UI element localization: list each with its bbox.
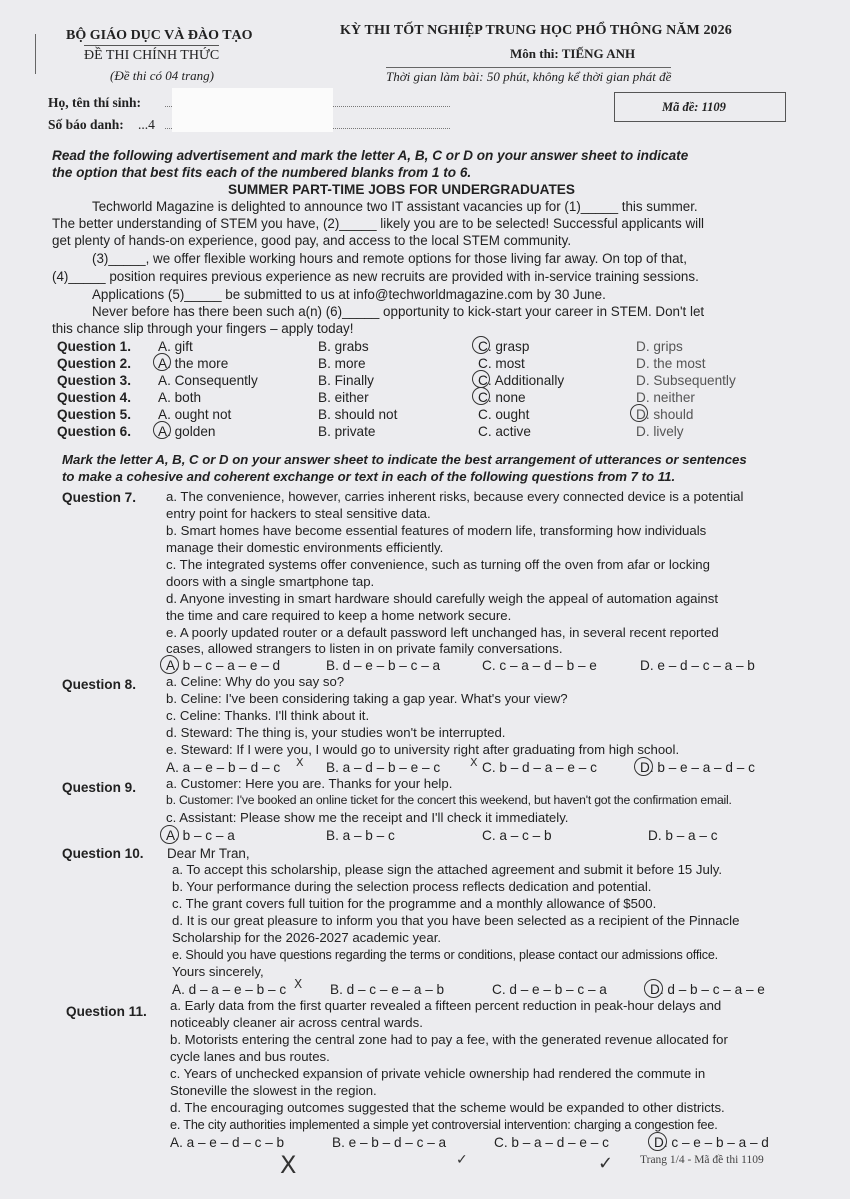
part1-instruction: Read the following advertisement and mark the letter A, B, C or D on your answer sheet to indicate (52, 148, 689, 163)
question-label: Question 11. (66, 1004, 147, 1019)
candidate-id-label: Số báo danh: (48, 117, 124, 132)
tick-mark: ✓ (598, 1153, 614, 1174)
option-c: C. d – e – b – c – a (492, 982, 607, 997)
pages-note: (Đề thi có 04 trang) (110, 68, 214, 83)
option-b: B. e – b – d – c – a (332, 1135, 447, 1150)
option-c: C. most (478, 356, 525, 371)
question-label: Question 5. (57, 407, 132, 422)
option-d: D. c – e – b – a – d (654, 1135, 769, 1150)
cross-mark: X (294, 977, 303, 991)
answer-circle (472, 387, 490, 405)
question-line: b. Customer: I've booked an online ticket for the concert this weekend, but haven't got the confirmation email. (166, 793, 732, 807)
question-line: d. The encouraging outcomes suggested that the scheme would be expanded to other districts. (170, 1100, 725, 1115)
question-line: e. The city authorities implemented a simple yet controversial intervention: charging a congestion fee. (170, 1118, 718, 1132)
answer-circle (160, 655, 179, 674)
cross-mark: X (296, 756, 304, 769)
passage-line: (4)_____ position requires previous experience as new recruits are provided with in-service training sessions. (52, 269, 699, 284)
answer-circle (153, 421, 171, 439)
question-line: c. Assistant: Please show me the receipt and I'll check it immediately. (166, 810, 569, 825)
answer-circle (472, 370, 490, 388)
question-line: Scholarship for the 2026-2027 academic year. (172, 930, 442, 945)
option-c: C. none (478, 390, 526, 405)
cross-mark: X (470, 756, 478, 769)
answer-circle (634, 757, 653, 776)
margin-line (35, 34, 36, 74)
option-a: A. both (158, 390, 202, 405)
option-b: B. should not (318, 407, 398, 422)
option-b: B. grabs (318, 339, 369, 354)
question-line: manage their domestic environments efficiently. (166, 540, 444, 555)
answer-circle (160, 825, 179, 844)
option-a: A. b – c – a (166, 828, 235, 843)
tick-mark: ✓ (456, 1152, 468, 1168)
option-d: D. should (636, 407, 694, 422)
advert-title: SUMMER PART-TIME JOBS FOR UNDERGRADUATES (228, 182, 575, 197)
letter-opening: Dear Mr Tran, (167, 846, 250, 861)
option-a: A. d – a – e – b – c (172, 982, 287, 997)
option-b: B. d – c – e – a – b (330, 982, 445, 997)
question-line: d. Anyone investing in smart hardware should carefully weigh the appeal of automation against (166, 591, 719, 606)
question-line: Stoneville the slowest in the region. (170, 1083, 377, 1098)
passage-line: this chance slip through your fingers – apply today! (52, 321, 354, 336)
cross-mark: X (280, 1151, 297, 1179)
answer-circle (153, 353, 171, 371)
question-label: Question 7. (62, 490, 137, 505)
option-a: A. a – e – b – d – c (166, 760, 281, 775)
option-d: D. the most (636, 356, 706, 371)
option-c: C. b – d – a – e – c (482, 760, 597, 775)
option-c: C. a – c – b (482, 828, 552, 843)
question-line: a. The convenience, however, carries inherent risks, because every connected device is a potential (166, 489, 744, 504)
option-d: D. b – a – c (648, 828, 718, 843)
question-line: b. Your performance during the selection process reflects dedication and potential. (172, 879, 652, 894)
question-line: a. Celine: Why do you say so? (166, 674, 345, 689)
question-label: Question 10. (62, 846, 144, 861)
passage-line: get plenty of hands-on experience, good pay, and access to the local STEM community. (52, 233, 572, 248)
option-b: B. more (318, 356, 366, 371)
question-line: d. It is our great pleasure to inform you that you have been selected as a recipient of the Pinnacle (172, 913, 740, 928)
question-line: cases, allowed strangers to listen in on private family conversations. (166, 641, 563, 656)
option-c: C. active (478, 424, 531, 439)
question-line: noticeably cleaner air across central wards. (170, 1015, 423, 1030)
question-label: Question 9. (62, 780, 137, 795)
question-line: e. Should you have questions regarding the terms or conditions, please contact our admissions office. (172, 948, 718, 962)
exam-time: Thời gian làm bài: 50 phút, không kể thời gian phát đề (386, 69, 672, 84)
option-b: B. either (318, 390, 369, 405)
option-d: D. neither (636, 390, 695, 405)
option-a: A. gift (158, 339, 193, 354)
option-b: B. a – d – b – e – c (326, 760, 441, 775)
question-line: b. Smart homes have become essential features of modern life, transforming how individuals (166, 523, 707, 538)
part2-instruction-2: to make a cohesive and coherent exchange or text in each of the following questions from 7 to 11. (62, 469, 676, 484)
passage-line: Applications (5)_____ be submitted to us at info@techworldmagazine.com by 30 June. (92, 287, 606, 302)
option-a: A. Consequently (158, 373, 258, 388)
question-label: Question 2. (57, 356, 132, 371)
question-label: Question 1. (57, 339, 132, 354)
candidate-id-value: ...4 (138, 117, 155, 132)
option-d: D. e – d – c – a – b (640, 658, 755, 673)
question-line: the time and care required to keep a home network secure. (166, 608, 512, 623)
answer-circle (630, 404, 648, 422)
subject: Môn thi: TIẾNG ANH (510, 46, 636, 61)
part1-instruction-2: the option that best fits each of the numbered blanks from 1 to 6. (52, 165, 472, 180)
option-b: B. Finally (318, 373, 374, 388)
option-d: D. b – e – a – d – c (640, 760, 755, 775)
option-d: D. Subsequently (636, 373, 736, 388)
option-c: C. c – a – d – b – e (482, 658, 597, 673)
question-label: Question 6. (57, 424, 132, 439)
option-c: C. b – a – d – e – c (494, 1135, 609, 1150)
question-label: Question 3. (57, 373, 132, 388)
question-label: Question 8. (62, 677, 137, 692)
question-line: e. A poorly updated router or a default password left unchanged has, in several recent reported (166, 625, 719, 640)
option-c: C. grasp (478, 339, 530, 354)
option-d: D. lively (636, 424, 684, 439)
option-a: A. golden (158, 424, 216, 439)
option-c: C. ought (478, 407, 530, 422)
question-line: b. Celine: I've been considering taking a gap year. What's your view? (166, 691, 568, 706)
answer-circle (472, 336, 490, 354)
exam-code: Mã đề: 1109 (662, 100, 726, 114)
exam-title: KỲ THI TỐT NGHIỆP TRUNG HỌC PHỔ THÔNG NĂM 2026 (340, 23, 732, 38)
option-b: B. private (318, 424, 376, 439)
question-label: Question 4. (57, 390, 132, 405)
candidate-name-label: Họ, tên thí sinh: (48, 95, 142, 110)
option-a: A. ought not (158, 407, 232, 422)
question-line: Yours sincerely, (172, 964, 264, 979)
passage-line: Techworld Magazine is delighted to announce two IT assistant vacancies up for (1)_____ this summer. (92, 199, 698, 214)
passage-line: Never before has there been such a(n) (6)_____ opportunity to kick-start your career in STEM. Don't let (92, 304, 705, 319)
question-line: c. The integrated systems offer convenience, such as turning off the oven from afar or locking (166, 557, 710, 572)
question-line: c. The grant covers full tuition for the programme and a monthly allowance of $500. (172, 896, 657, 911)
passage-line: (3)_____, we offer flexible working hours and remote options for those living far away. On top of that, (92, 251, 687, 266)
option-c: C. Additionally (478, 373, 565, 388)
question-line: a. Early data from the first quarter revealed a fifteen percent reduction in peak-hour delays and (170, 998, 722, 1013)
question-line: d. Steward: The thing is, your studies won't be interrupted. (166, 725, 506, 740)
option-a: A. b – c – a – e – d (166, 658, 281, 673)
question-line: c. Years of unchecked expansion of private vehicle ownership had rendered the commute in (170, 1066, 706, 1081)
passage-line: The better understanding of STEM you have, (2)_____ likely you are to be selected! Successful applicants will (52, 216, 705, 231)
option-b: B. a – b – c (326, 828, 395, 843)
ministry-name: BỘ GIÁO DỤC VÀ ĐÀO TẠO (66, 28, 253, 43)
option-d: D. d – b – c – a – e (650, 982, 765, 997)
part2-instruction: Mark the letter A, B, C or D on your answer sheet to indicate the best arrangement of utterances or sentences (62, 452, 747, 467)
redacted-candidate-info (172, 88, 333, 132)
question-line: entry point for hackers to steal sensitive data. (166, 506, 431, 521)
answer-circle (644, 979, 663, 998)
question-line: a. Customer: Here you are. Thanks for your help. (166, 776, 453, 791)
question-line: doors with a single smartphone tap. (166, 574, 375, 589)
question-line: b. Motorists entering the central zone had to pay a fee, with the generated revenue allocated for (170, 1032, 728, 1047)
official-exam-label: ĐỀ THI CHÍNH THỨC (84, 45, 219, 65)
page-footer: Trang 1/4 - Mã đề thi 1109 (640, 1154, 764, 1166)
question-line: e. Steward: If I were you, I would go to university right after graduating from high school. (166, 742, 680, 757)
question-line: cycle lanes and bus routes. (170, 1049, 330, 1064)
option-a: A. the more (158, 356, 229, 371)
option-b: B. d – e – b – c – a (326, 658, 441, 673)
option-d: D. grips (636, 339, 683, 354)
option-a: A. a – e – d – c – b (170, 1135, 285, 1150)
question-line: a. To accept this scholarship, please sign the attached agreement and submit it before 15 July. (172, 862, 723, 877)
answer-circle (648, 1132, 667, 1151)
question-line: c. Celine: Thanks. I'll think about it. (166, 708, 370, 723)
